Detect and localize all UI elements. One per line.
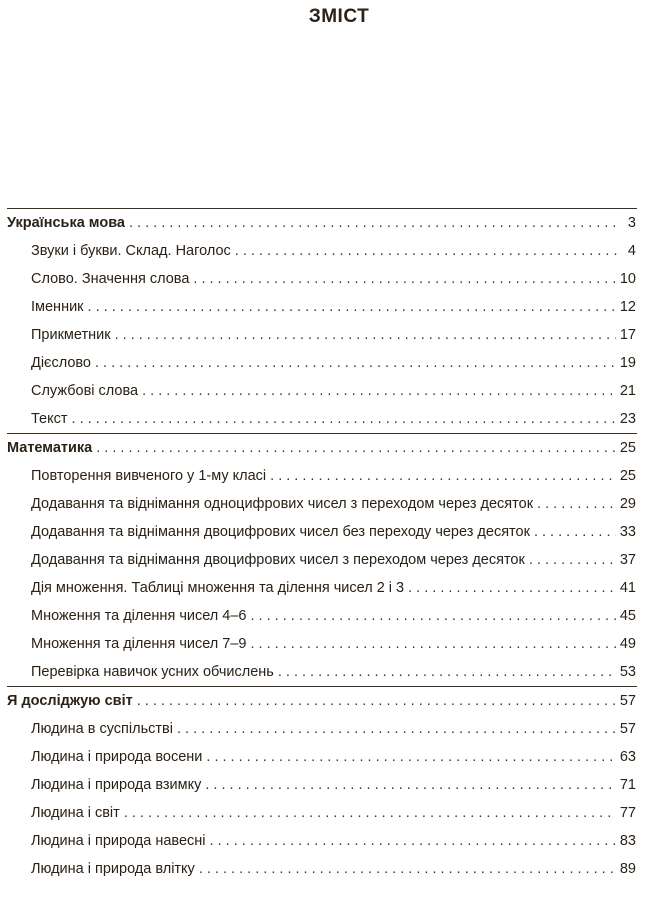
toc-page-number: 63 (619, 749, 636, 765)
toc-page-number: 83 (619, 833, 636, 849)
toc-page-number: 10 (619, 271, 636, 287)
toc-item-label: Додавання та віднімання двоцифрових чисел без переходу через десяток (31, 524, 530, 540)
dot-leader (205, 771, 615, 799)
dot-leader (96, 434, 616, 462)
dot-leader (124, 799, 616, 827)
dot-leader (206, 743, 615, 771)
toc-page-number: 53 (619, 664, 636, 680)
dot-leader (72, 405, 616, 433)
dot-leader (270, 462, 616, 490)
toc-page-number: 77 (619, 805, 636, 821)
toc-section[interactable] (0, 687, 650, 715)
toc-item[interactable] (0, 237, 650, 265)
toc-item-label: Людина і природа влітку (31, 861, 195, 877)
toc-section-label: Українська мова (7, 215, 125, 231)
toc-page-number: 49 (619, 636, 636, 652)
toc-item-label: Людина в суспільстві (31, 721, 173, 737)
toc-section[interactable] (0, 434, 650, 462)
toc-item[interactable] (0, 265, 650, 293)
toc-page-number: 21 (619, 383, 636, 399)
toc-item[interactable] (0, 518, 650, 546)
toc-page-number: 4 (627, 243, 636, 259)
toc-item[interactable] (0, 602, 650, 630)
toc-section-label: Математика (7, 440, 93, 456)
toc-item[interactable] (0, 827, 650, 855)
toc-page-number: 57 (619, 693, 636, 709)
toc-item[interactable] (0, 715, 650, 743)
toc-page-number: 17 (619, 327, 636, 343)
toc-item-label: Іменник (31, 299, 84, 315)
toc-item-label: Додавання та віднімання одноцифрових чисел з переходом через десяток (31, 496, 534, 512)
toc-page-number: 12 (619, 299, 636, 315)
toc-page-number: 25 (619, 440, 636, 456)
dot-leader (210, 827, 616, 855)
toc-item-label: Людина і світ (31, 805, 120, 821)
toc-page-number: 37 (619, 552, 636, 568)
toc-item-label: Перевірка навичок усних обчислень (31, 664, 274, 680)
toc-item-label: Прикметник (31, 327, 111, 343)
dot-leader (88, 293, 616, 321)
toc-item-label: Службові слова (31, 383, 139, 399)
toc-page-number: 41 (619, 580, 636, 596)
dot-leader (537, 490, 616, 518)
toc-page-number: 29 (619, 496, 636, 512)
toc-item-label: Дієслово (31, 355, 91, 371)
toc-item[interactable] (0, 293, 650, 321)
toc-item[interactable] (0, 405, 650, 433)
dot-leader (251, 630, 616, 658)
toc-item[interactable] (0, 630, 650, 658)
toc-item[interactable] (0, 574, 650, 602)
toc-item[interactable] (0, 377, 650, 405)
toc-page-number: 71 (619, 777, 636, 793)
toc-section[interactable] (0, 209, 650, 237)
toc-item-label: Повторення вивченого у 1-му класі (31, 468, 267, 484)
dot-leader (193, 265, 615, 293)
toc-item-label: Множення та ділення чисел 4–6 (31, 608, 247, 624)
toc-item[interactable] (0, 546, 650, 574)
toc-section-label: Я досліджую світ (7, 693, 133, 709)
toc-page-number: 25 (619, 468, 636, 484)
toc-item-label: Людина і природа взимку (31, 777, 202, 793)
toc-page-number: 33 (619, 524, 636, 540)
toc-page-number: 57 (619, 721, 636, 737)
toc-page-number: 3 (627, 215, 636, 231)
toc-item[interactable] (0, 349, 650, 377)
toc-item-label: Слово. Значення слова (31, 271, 190, 287)
page-title: ЗМІСТ (308, 6, 370, 27)
toc-item-label: Дія множення. Таблиці множення та ділення чисел 2 і 3 (31, 580, 405, 596)
dot-leader (534, 518, 616, 546)
dot-leader (251, 602, 616, 630)
toc-item[interactable] (0, 771, 650, 799)
toc-item-label: Звуки і букви. Склад. Наголос (31, 243, 231, 259)
toc-item[interactable] (0, 490, 650, 518)
toc-item-label: Текст (31, 411, 68, 427)
toc-page-number: 89 (619, 861, 636, 877)
dot-leader (129, 209, 618, 237)
dot-leader (278, 658, 616, 686)
table-of-contents (0, 208, 650, 883)
dot-leader (137, 687, 616, 715)
dot-leader (95, 349, 616, 377)
toc-item[interactable] (0, 462, 650, 490)
toc-item-label: Множення та ділення чисел 7–9 (31, 636, 247, 652)
dot-leader (235, 237, 618, 265)
toc-item[interactable] (0, 799, 650, 827)
dot-leader (408, 574, 616, 602)
toc-page-number: 23 (619, 411, 636, 427)
dot-leader (142, 377, 616, 405)
toc-item-label: Людина і природа навесні (31, 833, 206, 849)
dot-leader (115, 321, 616, 349)
toc-item[interactable] (0, 743, 650, 771)
toc-item[interactable] (0, 321, 650, 349)
toc-item-label: Додавання та віднімання двоцифрових чисел з переходом через десяток (31, 552, 525, 568)
dot-leader (199, 855, 616, 883)
dot-leader (177, 715, 616, 743)
toc-page-number: 45 (619, 608, 636, 624)
toc-item[interactable] (0, 855, 650, 883)
dot-leader (529, 546, 616, 574)
toc-item-label: Людина і природа восени (31, 749, 203, 765)
toc-page-number: 19 (619, 355, 636, 371)
toc-item[interactable] (0, 658, 650, 686)
